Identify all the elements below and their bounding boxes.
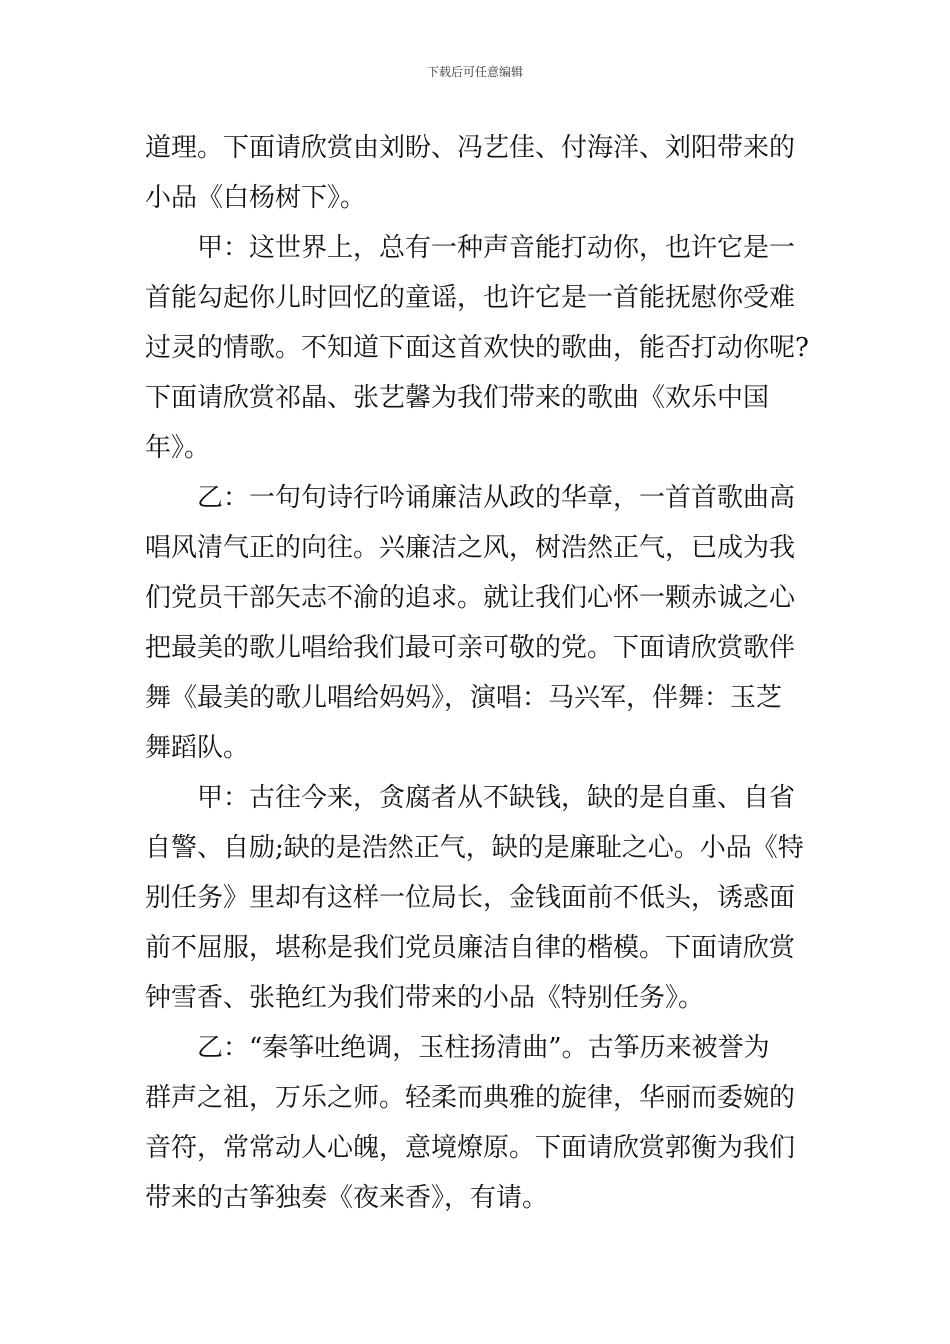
text-line: 下面请欣赏祁晶、张艺馨为我们带来的歌曲《欢乐中国	[145, 383, 770, 413]
paragraph-start-line: 乙：一句句诗行吟诵廉洁从政的华章，一首首歌曲高	[197, 483, 796, 513]
text-line: 小品《白杨树下》。	[145, 183, 367, 213]
paragraph-start-line: 甲：古往今来，贪腐者从不缺钱，缺的是自重、自省	[197, 783, 796, 813]
text-line: 们党员干部矢志不渝的追求。就让我们心怀一颗赤诚之心	[145, 583, 796, 613]
text-line: 音符，常常动人心魄，意境燎原。下面请欣赏郭衡为我们	[145, 1133, 796, 1163]
text-line: 过灵的情歌。不知道下面这首欢快的歌曲，能否打动你呢?	[145, 333, 809, 363]
page-header: 下载后可任意编辑	[426, 65, 523, 79]
text-line: 自警、自励;缺的是浩然正气，缺的是廉耻之心。小品《特	[145, 833, 804, 863]
text-line: 首能勾起你儿时回忆的童谣，也许它是一首能抚慰你受难	[145, 283, 796, 313]
text-line: 群声之祖，万乐之师。轻柔而典雅的旋律，华丽而委婉的	[145, 1083, 796, 1113]
text-line: 舞《最美的歌儿唱给妈妈》，演唱：马兴军，伴舞：玉芝	[145, 683, 783, 713]
text-line: 带来的古筝独奏《夜来香》，有请。	[145, 1183, 549, 1213]
text-line: 别任务》里却有这样一位局长，金钱面前不低头，诱惑面	[145, 883, 796, 913]
text-line: 唱风清气正的向往。兴廉洁之风，树浩然正气，已成为我	[145, 533, 796, 563]
paragraph-start-line: 乙：“秦筝吐绝调，玉柱扬清曲”。古筝历来被誉为	[197, 1033, 770, 1063]
text-line: 前不屈服，堪称是我们党员廉洁自律的楷模。下面请欣赏	[145, 933, 796, 963]
text-line: 钟雪香、张艳红为我们带来的小品《特别任务》。	[145, 983, 705, 1013]
document-body	[145, 123, 809, 1223]
text-line: 年》。	[145, 433, 211, 463]
text-line: 道理。下面请欣赏由刘盼、冯艺佳、付海洋、刘阳带来的	[145, 133, 796, 163]
paragraph-start-line: 甲：这世界上，总有一种声音能打动你，也许它是一	[197, 233, 796, 263]
text-line: 舞蹈队。	[145, 733, 250, 763]
text-line: 把最美的歌儿唱给我们最可亲可敬的党。下面请欣赏歌伴	[145, 633, 796, 663]
